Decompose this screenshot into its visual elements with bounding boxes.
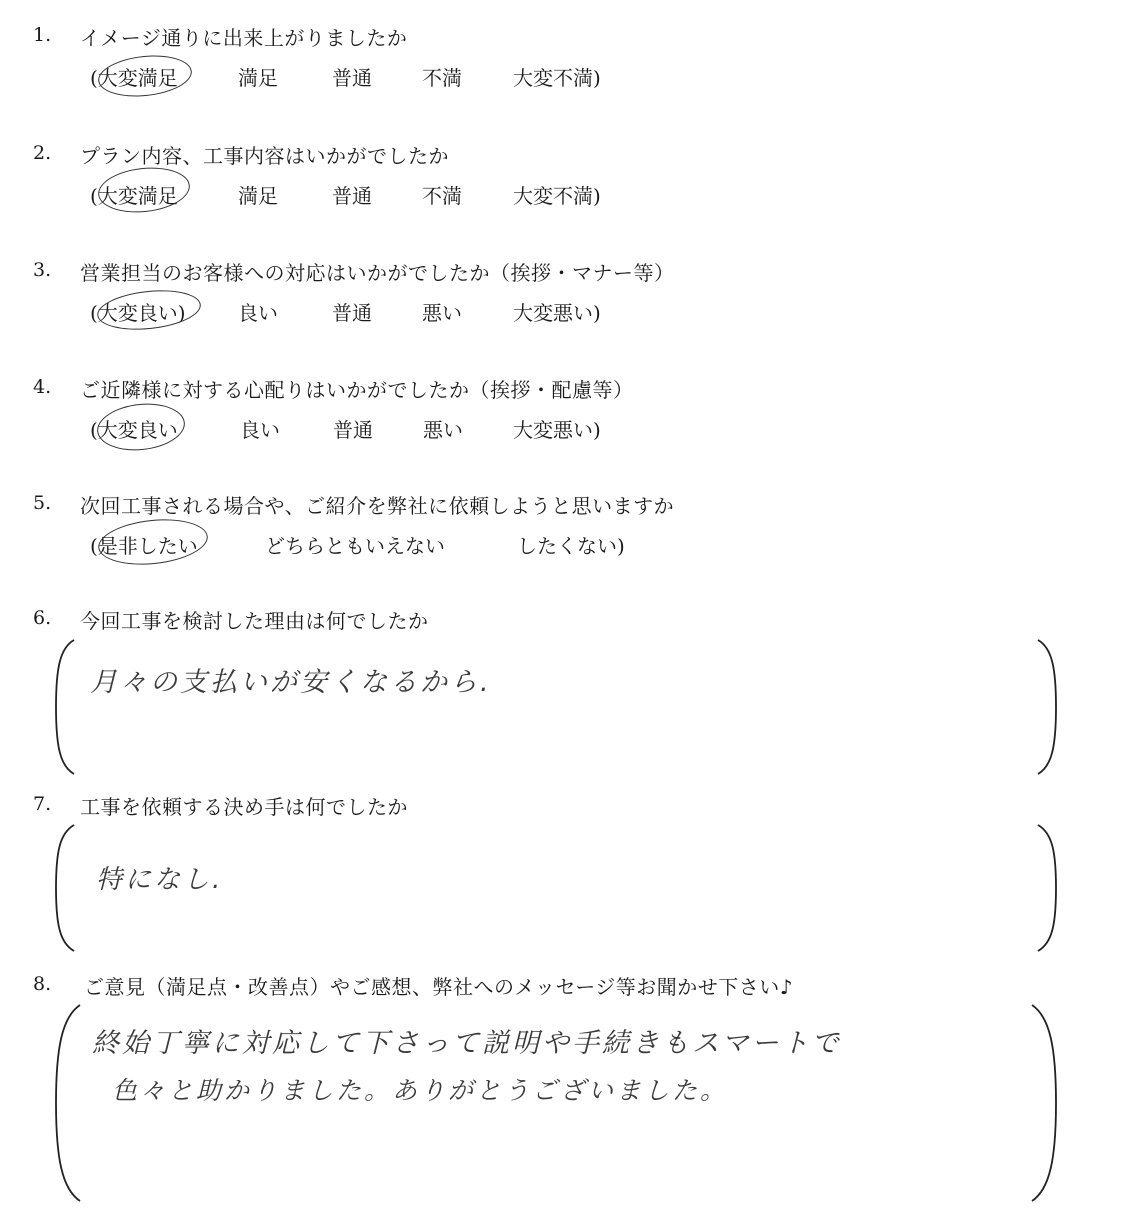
selected-circle-mark [96, 51, 194, 101]
option-satisfied[interactable]: 満足 [238, 66, 278, 90]
option-very-satisfied[interactable]: (大変満足 [90, 66, 178, 90]
option-very-dissatisfied[interactable]: 大変不満) [513, 184, 601, 208]
option-neutral[interactable]: 普通 [332, 301, 372, 325]
option-very-bad[interactable]: 大変悪い) [513, 418, 601, 442]
option-bad[interactable]: 悪い [422, 301, 462, 325]
option-good[interactable]: 良い [238, 301, 278, 325]
question-text: ご近隣様に対する心配りはいかがでしたか（挨拶・配慮等） [80, 378, 634, 402]
handwritten-answer: 月々の支払いが安くなるから. [90, 667, 492, 698]
answer-box-8[interactable] [52, 1003, 1060, 1203]
question-number: 5. [33, 492, 52, 514]
option-very-bad[interactable]: 大変悪い) [513, 301, 601, 325]
option-neutral[interactable]: 普通 [332, 184, 372, 208]
option-dissatisfied[interactable]: 不満 [422, 66, 462, 90]
option-good[interactable]: 良い [240, 418, 280, 442]
question-text: 営業担当のお客様への対応はいかがでしたか（挨拶・マナー等） [80, 261, 675, 285]
handwritten-answer: 特になし. [96, 865, 224, 895]
option-neutral[interactable]: 普通 [333, 418, 373, 442]
handwritten-answer-line-2: 色々と助かりました。ありがとうございました。 [112, 1076, 729, 1105]
option-very-good[interactable]: (大変良い) [90, 301, 186, 325]
question-number: 3. [33, 259, 52, 281]
question-number: 8. [33, 973, 52, 995]
option-very-dissatisfied[interactable]: 大変不満) [513, 66, 601, 90]
question-number: 4. [33, 376, 52, 398]
option-very-good[interactable]: (大変良い [90, 418, 178, 442]
option-no[interactable]: したくない) [517, 534, 625, 558]
option-very-satisfied[interactable]: (大変満足 [90, 184, 178, 208]
answer-box-7[interactable] [52, 823, 1060, 953]
bracket-frame [52, 638, 1060, 776]
question-text: プラン内容、工事内容はいかがでしたか [80, 144, 449, 168]
option-definitely[interactable]: (是非したい [90, 534, 198, 558]
question-text: ご意見（満足点・改善点）やご感想、弊社へのメッセージ等お聞かせ下さい♪ [84, 975, 794, 999]
question-number: 6. [33, 607, 52, 629]
option-undecided[interactable]: どちらともいえない [265, 534, 445, 558]
question-number: 2. [33, 142, 52, 164]
option-bad[interactable]: 悪い [423, 418, 463, 442]
option-dissatisfied[interactable]: 不満 [422, 184, 462, 208]
selected-circle-mark [95, 400, 187, 455]
question-number: 7. [33, 793, 52, 815]
selected-circle-mark [95, 286, 202, 335]
handwritten-answer-line-1: 終始丁寧に対応して下さって説明や手続きもスマートで [92, 1028, 842, 1059]
question-text: 工事を依頼する決め手は何でしたか [80, 795, 408, 819]
question-text: 次回工事される場合や、ご紹介を弊社に依頼しようと思いますか [80, 494, 675, 518]
option-neutral[interactable]: 普通 [332, 66, 372, 90]
question-text: 今回工事を検討した理由は何でしたか [80, 609, 429, 633]
question-number: 1. [33, 24, 52, 46]
option-satisfied[interactable]: 満足 [238, 184, 278, 208]
selected-circle-mark [96, 514, 210, 569]
question-text: イメージ通りに出来上がりましたか [80, 26, 408, 50]
answer-box-6[interactable] [52, 638, 1060, 776]
